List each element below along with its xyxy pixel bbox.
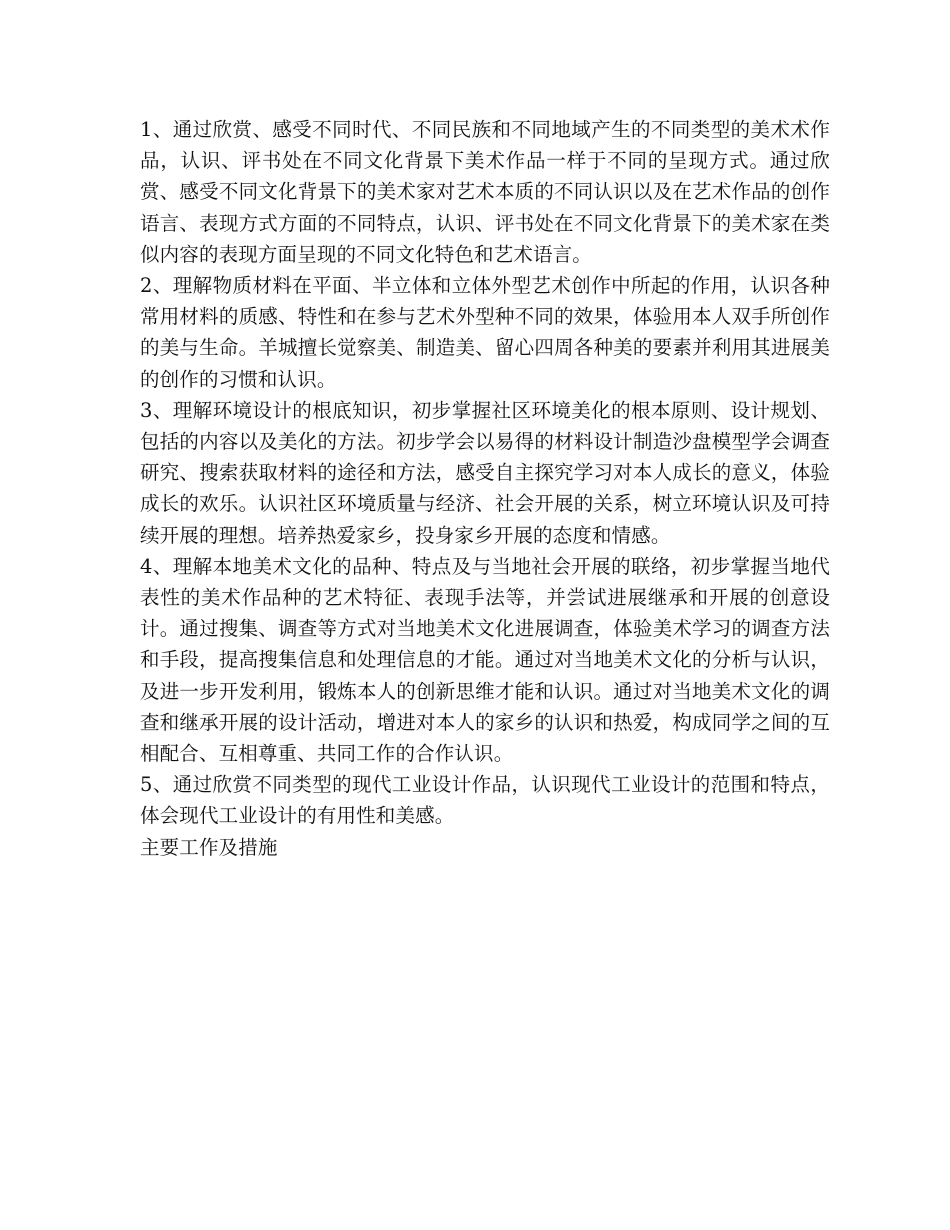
- paragraph-2: 2、理解物质材料在平面、半立体和立体外型艺术创作中所起的作用，认识各种常用材料的质感、特性和在参与艺术外型种不同的效果，体验用本人双手所创作的美与生命。羊城擅长觉察美、制造美、留心四周各种美的要素并利用其进展美的创作的习惯和认识。: [140, 274, 830, 391]
- paragraph-1: 1、通过欣赏、感受不同时代、不同民族和不同地域产生的不同类型的美术术作品，认识、评书处在不同文化背景下美术作品一样于不同的呈现方式。通过欣赏、感受不同文化背景下的美术家对艺术本质的不同认识以及在艺术作品的创作语言、表现方式方面的不同特点，认识、评书处在不同文化背景下的美术家在类似内容的表现方面呈现的不同文化特色和艺术语言。: [140, 118, 830, 266]
- paragraph-3: 3、理解环境设计的根底知识，初步掌握社区环境美化的根本原则、设计规划、包括的内容以及美化的方法。初步学会以易得的材料设计制造沙盘模型学会调查研究、搜索获取材料的途径和方法，感受自主探究学习对本人成长的意义，体验成长的欢乐。认识社区环境质量与经济、社会开展的关系，树立环境认识及可持续开展的理想。培养热爱家乡，投身家乡开展的态度和情感。: [140, 398, 830, 547]
- section-heading: 主要工作及措施: [140, 835, 278, 859]
- paragraph-4: 4、理解本地美术文化的品种、特点及与当地社会开展的联络，初步掌握当地代表性的美术作品种的艺术特征、表现手法等，并尝试进展继承和开展的创意设计。通过搜集、调查等方式对当地美术文化进展调查，体验美术学习的调查方法和手段，提高搜集信息和处理信息的才能。通过对当地美术文化的分析与认识，及进一步开发利用，锻炼本人的创新思维才能和认识。通过对当地美术文化的调查和继承开展的设计活动，增进对本人的家乡的认识和热爱，构成同学之间的互相配合、互相尊重、共同工作的合作认识。: [140, 554, 830, 766]
- document-body: [140, 114, 830, 863]
- paragraph-5: 5、通过欣赏不同类型的现代工业设计作品，认识现代工业设计的范围和特点，体会现代工业设计的有用性和美感。: [140, 773, 830, 828]
